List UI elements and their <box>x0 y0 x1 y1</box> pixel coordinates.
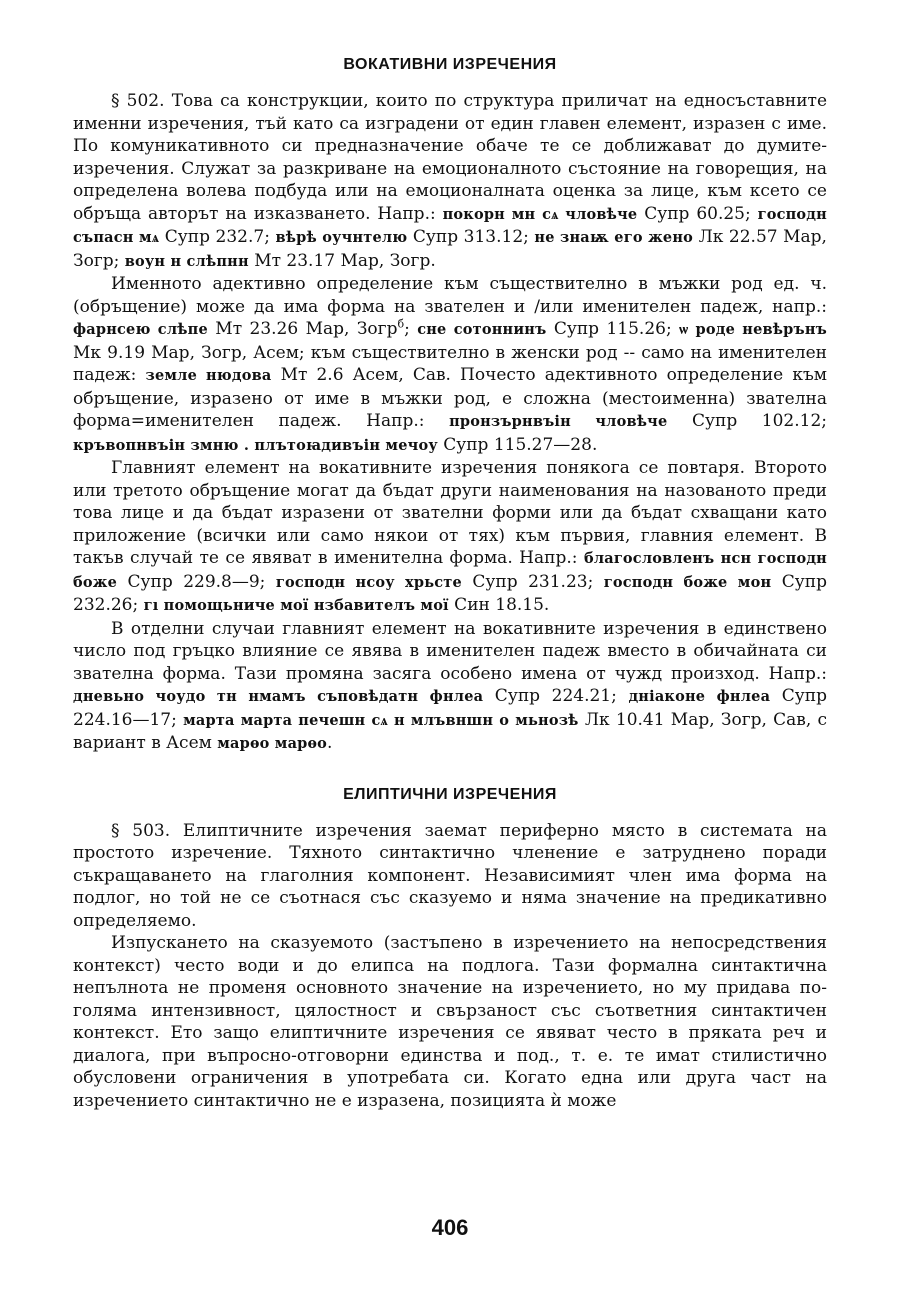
page-number: 406 <box>431 1215 469 1240</box>
superscript: б <box>397 317 405 331</box>
church-slavonic-example: покорн мн сѧ чловѣче <box>442 205 638 223</box>
text: Супр 102.12; <box>667 411 827 431</box>
text: Супр 313.12; <box>407 227 535 247</box>
paragraph-502 <box>73 90 827 273</box>
church-slavonic-example: дневьно чоудо тн нмамъ съповѣдатн фнлеа <box>73 688 484 705</box>
church-slavonic-example: марта марта печешн сѧ н млъвншн о мьнозѣ <box>183 711 579 729</box>
text: Син 18.15. <box>448 595 550 615</box>
church-slavonic-example: марѳо марѳо <box>217 735 328 752</box>
text: . <box>327 733 333 753</box>
church-slavonic-example: земле нюдова <box>145 367 272 384</box>
text: Супр 60.25; <box>637 203 758 224</box>
church-slavonic-example: благословленъ нсн господн боже <box>73 550 827 591</box>
text: Супр 231.23; <box>461 571 604 592</box>
church-slavonic-example: ѡ роде невѣрънъ <box>679 321 827 338</box>
paragraph-503: § 503. Елиптичните изречения заемат периферно място в системата на простото изречение. Тяхното синтактично членение е затруднено поради съкращаването на глаголния компонент. Независимият член има форма на подлог, но той не се съотнася със сказуемо и няма значение на предикативно определяемо. <box>73 820 827 931</box>
section-heading-elliptic: ЕЛИПТИЧНИ ИЗРЕЧЕНИЯ <box>343 785 557 803</box>
text: Мт 2.6 Асем, Сав. Почесто адективното определение към обръщение, изразено от име в мъжки род, е сложна (местоименна) звателна форма=именителен падеж. Напр.: <box>73 365 827 431</box>
text: Мт 23.26 Мар, Зогр <box>207 319 398 339</box>
paragraph-predicate-omission: Изпускането на сказуемото (застъпено в изречението на непосредствения контекст) често води и до елипса на подлога. Тази формална синтактична непълнота не променя основното значение на изречението, но му придава по-голяма интензивност, цялостност и свързаност със съответния синтактичен контекст. Ето защо елиптичните изречения се явяват често в пряката реч и диалога, при въпросно-отговорни единства и под., т. е. те имат стилистично обусловени ограничения в употребата си. Когато една или друга част на изречението синтактично не е изразена, позицията ѝ може <box>73 933 827 1111</box>
church-slavonic-example: воун н слѣпнн <box>124 252 249 270</box>
text: Супр 115.26; <box>546 319 680 339</box>
church-slavonic-example: пронзърнвъін чловѣче <box>449 413 668 430</box>
text: Лк 22.57 Мар, Зогр; <box>73 227 827 271</box>
text: Лк 10.41 Мар, Зогр, Сав, с вариант в Асем <box>73 709 828 753</box>
text: Супр 232.26; <box>73 571 827 615</box>
text: Супр 224.16—17; <box>73 686 827 730</box>
text: Главният елемент на вокативните изречения понякога се повтаря. Второто или третото обръщение могат да бъдат други наименования на назованото преди това лице и да бъдат изразени от звателни форми или да бъдат схващани като приложение (всички или само някои от тях) към първия, главния елемент. В такъв случай те се явяват в именителна форма. Напр.: <box>73 458 827 568</box>
text: § 502. Това са конструкции, които по структура приличат на едносъставните именни изречения, тъй като са изградени от един главен елемент, изразен с име. По комуникативното си предназначение обаче те се доближават до думите-изречения. Служат за разкриване на емоционалното състояние на говорещия, на определена волева подбуда или на емоционалната оценка за лице, към ксето се обръща авторът на изказването. Напр.: <box>73 91 827 224</box>
text: Супр 224.21; <box>483 686 629 706</box>
church-slavonic-example: кръвопнвъін змню . плътоꙗдивъін мечоу <box>73 436 438 454</box>
church-slavonic-example: господн нсоу хрьсте <box>275 573 462 591</box>
text: Супр 232.7; <box>159 227 276 247</box>
section-heading-vocative: ВОКАТИВНИ ИЗРЕЧЕНИЯ <box>343 56 557 73</box>
church-slavonic-example: господн съпасн мѧ <box>73 205 827 246</box>
church-slavonic-example: господн боже мон <box>603 573 772 591</box>
church-slavonic-example: не знаѭ его жено <box>534 229 694 246</box>
church-slavonic-example: фарнсею слѣпе <box>73 321 208 338</box>
paragraph-repetition <box>73 457 827 618</box>
paragraph-adjective-attribute <box>73 273 827 457</box>
text: Супр 115.27—28. <box>437 434 598 455</box>
text: Мт 23.17 Мар, Зогр. <box>248 250 436 271</box>
church-slavonic-example: дніаконе фнлеа <box>628 688 771 705</box>
text: Мк 9.19 Мар, Зогр, Асем; към съществително в женски род -- само на именителен падеж: <box>73 342 827 385</box>
text: ; <box>404 319 418 339</box>
text: Именното адективно определение към съществително в мъжки род ед. ч. (обръщение) може да има форма на звателен и /или именителен падеж, напр.: <box>73 274 827 317</box>
church-slavonic-example: гı помощьниче мої нзбавителъ мої <box>143 597 449 614</box>
text: В отделни случаи главният елемент на вокативните изречения в единствено число под гръцко влияние се явява в именителен падеж вместо в обичайната си звателна форма. Тази промяна засяга особено имена от чужд произход. Напр.: <box>73 618 827 684</box>
church-slavonic-example: сне сотоннинъ <box>417 321 547 338</box>
church-slavonic-example: вѣрѣ оучнтелю <box>275 229 408 246</box>
text: Супр 229.8—9; <box>117 571 276 592</box>
paragraph-greek-influence <box>73 618 827 756</box>
